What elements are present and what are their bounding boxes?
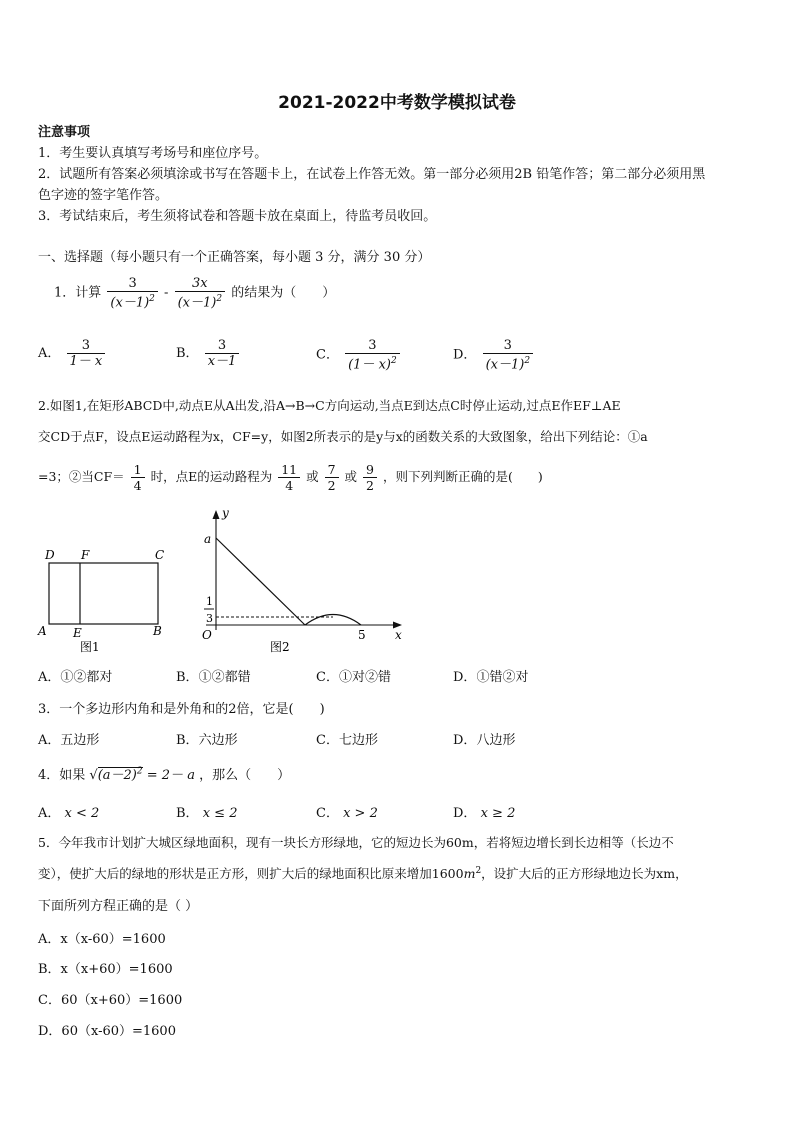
q5-option-a: A．x（x-60）=1600 [38,932,166,947]
q3-option-d: D．八边形 [453,733,516,748]
question-1: 1．计算 $\frac{3}{(x-1)^2}$ - $\frac{3x}{(x-1)^2}$ 的结果为（ ） [54,276,336,311]
label-d: D [45,548,55,562]
q1-fraction-1: $\frac{3}{(x-1)^2}$ [107,276,157,310]
q5-option-d: D．60（x-60）=1600 [38,1024,176,1039]
q1-option-b: B． $\frac{3}{x-1}$ [176,338,241,369]
q1-option-c: C． $\frac{3}{(1- x)^2}$ [316,338,402,372]
q3-option-b: B．六边形 [176,733,238,748]
q1-option-a: A． $\frac{3}{1- x}$ [38,338,107,369]
one-third-den: 3 [206,612,213,625]
q5-line-3: 下面所列方程正确的是（ ） [38,899,199,914]
q3-option-c: C．七边形 [316,733,378,748]
q5-line-1: 5．今年我市计划扩大城区绿地面积，现有一块长方形绿地，它的短边长为60m，若将短边增长到长边相等（长边不 [38,835,674,850]
section-heading: 一、选择题（每小题只有一个正确答案，每小题 3 分，满分 30 分） [38,250,431,265]
figure-2-caption: 图2 [270,640,290,654]
figure-2-graph [196,505,411,657]
q4-option-b: B． x ≤ 2 [176,806,238,821]
q5-line-2: 变），使扩大后的绿地的形状是正方形，则扩大后的绿地面积比原来增加$1600m^2$，设扩大后的正方形绿地边长为xm， [38,865,688,881]
label-f: F [81,548,90,562]
label-a: A [38,624,47,638]
q2-option-b: B．①②都错 [176,670,251,685]
q2-option-d: D．①错②对 [453,670,529,685]
q4-option-a: A． x < 2 [38,806,100,821]
question-4: 4．如果 $√(a-2)^2 = 2- a$ ，那么（ ） [38,766,291,783]
q1-fraction-2: $\frac{3x}{(x-1)^2}$ [175,276,225,310]
q5-option-c: C．60（x+60）=1600 [38,993,183,1008]
label-c: C [155,548,165,562]
q4-option-c: C． x > 2 [316,806,378,821]
label-e: E [73,626,82,640]
notice-heading: 注意事项 [38,125,91,140]
a-label: a [204,532,212,546]
notice-item-2: 2．试题所有答案必须填涂或书写在答题卡上，在试卷上作答无效。第一部分必须用2B 铅笔作答；第二部分必须用黑 [38,167,706,182]
graph-curve [305,615,361,626]
y-label: y [222,506,229,520]
figure-1-caption: 图1 [80,640,100,654]
q2-option-c: C．①对②错 [316,670,391,685]
one-third-num: 1 [206,595,213,608]
page-title: 2021-2022中考数学模拟试卷 [278,93,516,113]
rectangle-abcd [49,563,158,624]
q1-option-d: D． $\frac{3}{(x-1)^2}$ [453,338,535,372]
q1-prefix: 1．计算 [54,285,102,301]
q2-line-3: =3；②当CF＝ $\frac{1}{4}$ 时，点E的运动路程为 $\frac{11}{4}$ 或 $\frac{7}{2}$ 或 $\frac{9}{2}$ ，则下列判断正确的是( ) [38,462,543,493]
graph-line-segment [216,538,305,625]
sqrt-expression: $√(a-2)^2$ [89,766,143,783]
label-b: B [153,624,162,638]
q2-line-1: 2.如图1,在矩形ABCD中,动点E从A出发,沿A→B→C方向运动,当点E到达点C时停止运动,过点E作EF⊥AE [38,398,621,413]
q2-line-2: 交CD于点F，设点E运动路程为x，CF=y，如图2所表示的是y与x的函数关系的大致图象，给出下列结论：①a [38,429,648,444]
figure-1-rectangle [36,545,171,657]
notice-item-2-cont: 色字迹的签字笔作答。 [38,188,169,203]
notice-item-3: 3．考试结束后，考生须将试卷和答题卡放在桌面上，待监考员收回。 [38,209,437,224]
q1-suffix: 的结果为（ ） [231,285,336,301]
notice-item-1: 1．考生要认真填写考场号和座位序号。 [38,146,268,161]
y-axis-arrow [213,510,220,519]
x-tick-5: 5 [358,628,366,642]
q5-option-b: B．x（x+60）=1600 [38,962,173,977]
q3-option-a: A．五边形 [38,733,100,748]
q2-option-a: A．①②都对 [38,670,113,685]
origin-label: O [202,628,212,642]
question-3: 3．一个多边形内角和是外角和的2倍，它是( ) [38,702,325,717]
q4-option-d: D． x ≥ 2 [453,806,516,821]
x-label: x [395,628,402,642]
